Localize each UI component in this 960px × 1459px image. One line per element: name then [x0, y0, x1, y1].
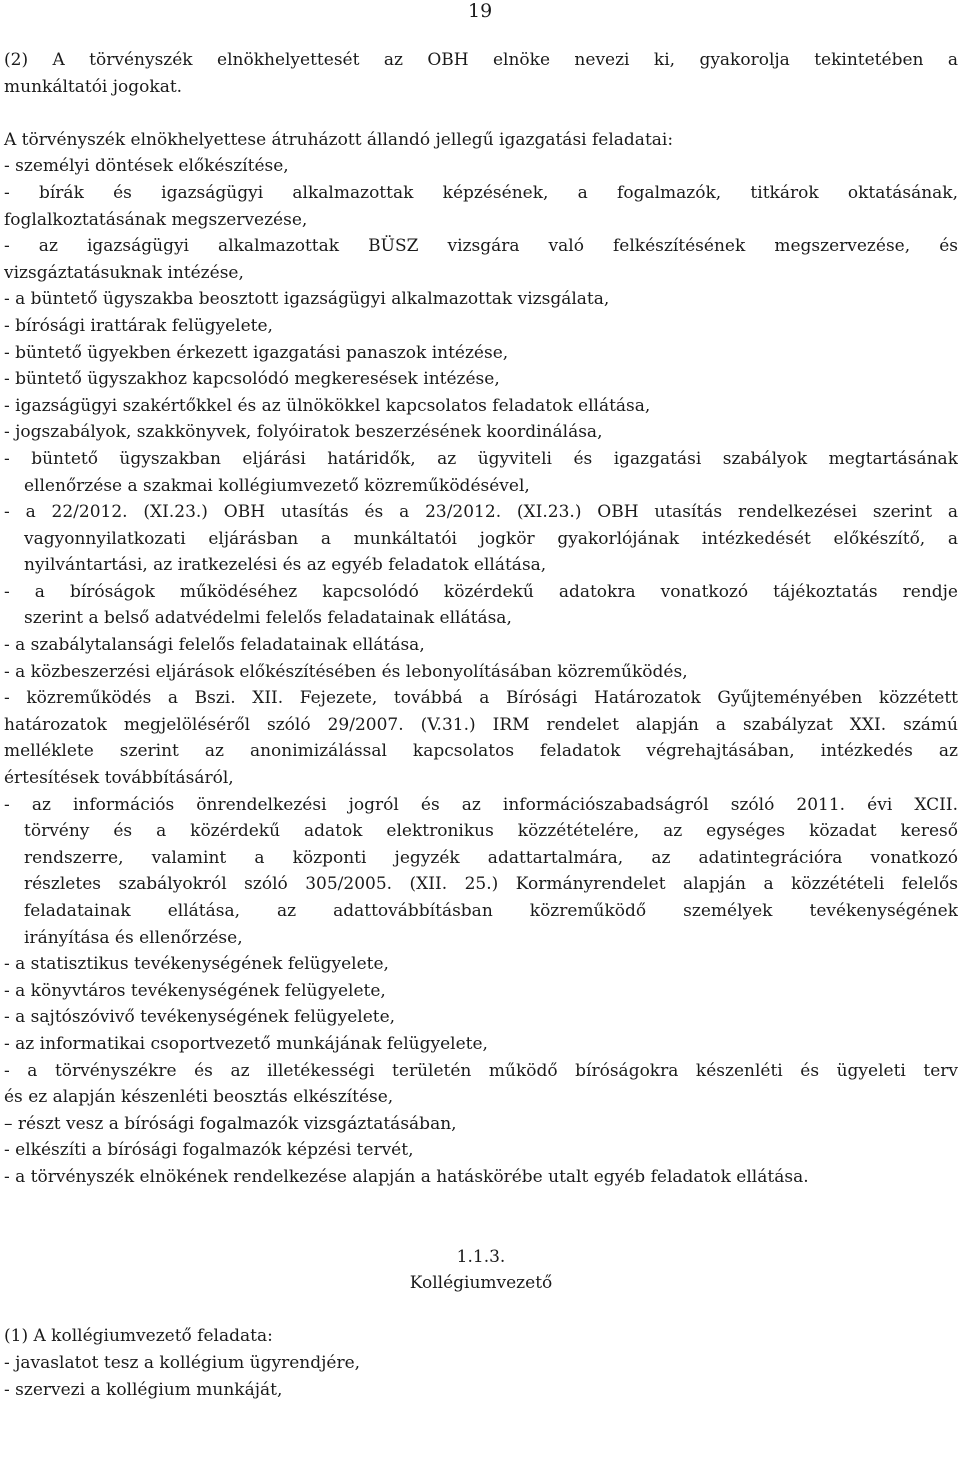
text-line: vizsgáztatásuknak intézése,	[4, 262, 244, 283]
paragraph-gap	[4, 100, 958, 127]
text-line: törvény és a közérdekű adatok elektronikus közzétételére, az egységes közadat kereső	[24, 821, 958, 842]
text-line: foglalkoztatásának megszervezése,	[4, 209, 308, 230]
paragraph-gap	[4, 1297, 958, 1324]
text-line: - az információs önrendelkezési jogról és az információszabadságról szóló 2011. évi XCII.	[4, 794, 958, 815]
text-line: (2) A törvényszék elnökhelyettesét az OBH elnöke nevezi ki, gyakorolja tekintetében a	[4, 50, 958, 70]
text-line: - személyi döntések előkészítése,	[4, 156, 289, 177]
text-line: - a büntető ügyszakba beosztott igazságügyi alkalmazottak vizsgálata,	[4, 289, 610, 310]
text-line: - a statisztikus tevékenységének felügyelete,	[4, 954, 389, 975]
text-line: részletes szabályokról szóló 305/2005. (XII. 25.) Kormányrendelet alapján a közzétételi felelős	[24, 874, 958, 895]
text-line: - a 22/2012. (XI.23.) OBH utasítás és a 23/2012. (XI.23.) OBH utasítás rendelkezései szerint a	[4, 502, 958, 523]
section-heading: 1.1.3.	[456, 1246, 506, 1267]
text-line: - közreműködés a Bszi. XII. Fejezete, továbbá a Bírósági Határozatok Gyűjteményében közzétett	[4, 688, 958, 709]
section-gap	[4, 1191, 958, 1244]
text-line: - a könyvtáros tevékenységének felügyelete,	[4, 980, 386, 1001]
text-line: ellenőrzése a szakmai kollégiumvezető közreműködésével,	[24, 475, 530, 496]
text-line: értesítések továbbításáról,	[4, 768, 234, 789]
text-line: A törvényszék elnökhelyettese átruházott állandó jellegű igazgatási feladatai:	[4, 129, 674, 150]
text-line: és ez alapján készenléti beosztás elkészítése,	[4, 1087, 394, 1108]
page-number: 19	[468, 0, 493, 22]
text-line: határozatok megjelöléséről szóló 29/2007. (V.31.) IRM rendelet alapján a szabályzat XXI. számú	[4, 714, 958, 735]
text-line: - bírósági irattárak felügyelete,	[4, 315, 273, 336]
text-line: - a sajtószóvivő tevékenységének felügyelete,	[4, 1007, 396, 1028]
text-line: szerint a belső adatvédelmi felelős feladatainak ellátása,	[24, 608, 512, 629]
document-body	[4, 47, 958, 1403]
text-line: - javaslatot tesz a kollégium ügyrendjére,	[4, 1352, 361, 1373]
text-line: munkáltatói jogokat.	[4, 76, 183, 97]
text-line: - a közbeszerzési eljárások előkészítésében és lebonyolításában közreműködés,	[4, 661, 688, 682]
text-line: - büntető ügyszakban eljárási határidők, az ügyviteli és igazgatási szabályok megtartásának	[4, 448, 958, 469]
text-line: - a bíróságok működéséhez kapcsolódó közérdekű adatokra vonatkozó tájékoztatás rendje	[4, 581, 958, 602]
text-line: - jogszabályok, szakkönyvek, folyóiratok beszerzésének koordinálása,	[4, 422, 603, 443]
text-line: nyilvántartási, az iratkezelési és az egyéb feladatok ellátása,	[24, 555, 547, 576]
text-line: - a szabálytalansági felelős feladatainak ellátása,	[4, 635, 425, 656]
text-line: - szervezi a kollégium munkáját,	[4, 1379, 283, 1400]
text-line: - az informatikai csoportvezető munkájának felügyelete,	[4, 1033, 488, 1054]
text-line: - bírák és igazságügyi alkalmazottak képzésének, a fogalmazók, titkárok oktatásának,	[4, 182, 958, 203]
text-line: – részt vesz a bírósági fogalmazók vizsgáztatásában,	[4, 1113, 457, 1134]
text-line: (1) A kollégiumvezető feladata:	[4, 1326, 273, 1347]
text-line: - az igazságügyi alkalmazottak BÜSZ vizsgára való felkészítésének megszervezése, és	[4, 236, 958, 257]
text-line: - büntető ügyszakhoz kapcsolódó megkeresések intézése,	[4, 369, 500, 390]
text-line: irányítása és ellenőrzése,	[24, 927, 243, 948]
section-heading: Kollégiumvezető	[409, 1273, 553, 1294]
text-line: feladatainak ellátása, az adattovábbításban közreműködő személyek tevékenységének	[24, 901, 958, 921]
text-line: vagyonnyilatkozati eljárásban a munkáltatói jogkör gyakorlójának intézkedését előkészítő, a	[24, 528, 958, 549]
text-line: - igazságügyi szakértőkkel és az ülnökökkel kapcsolatos feladatok ellátása,	[4, 395, 651, 416]
text-line: - büntető ügyekben érkezett igazgatási panaszok intézése,	[4, 342, 509, 363]
text-line: - a törvényszékre és az illetékességi területén működő bíróságokra készenléti és ügyeleti terv	[4, 1060, 958, 1081]
text-line: rendszerre, valamint a központi jegyzék adattartalmára, az adatintegrációra vonatkozó	[24, 847, 958, 868]
text-line: melléklete szerint az anonimizálással kapcsolatos feladatok végrehajtásában, intézkedés az	[4, 741, 958, 762]
text-line: - a törvényszék elnökének rendelkezése alapján a hatáskörébe utalt egyéb feladatok ellátása.	[4, 1166, 809, 1187]
text-line: - elkészíti a bírósági fogalmazók képzési tervét,	[4, 1140, 414, 1161]
